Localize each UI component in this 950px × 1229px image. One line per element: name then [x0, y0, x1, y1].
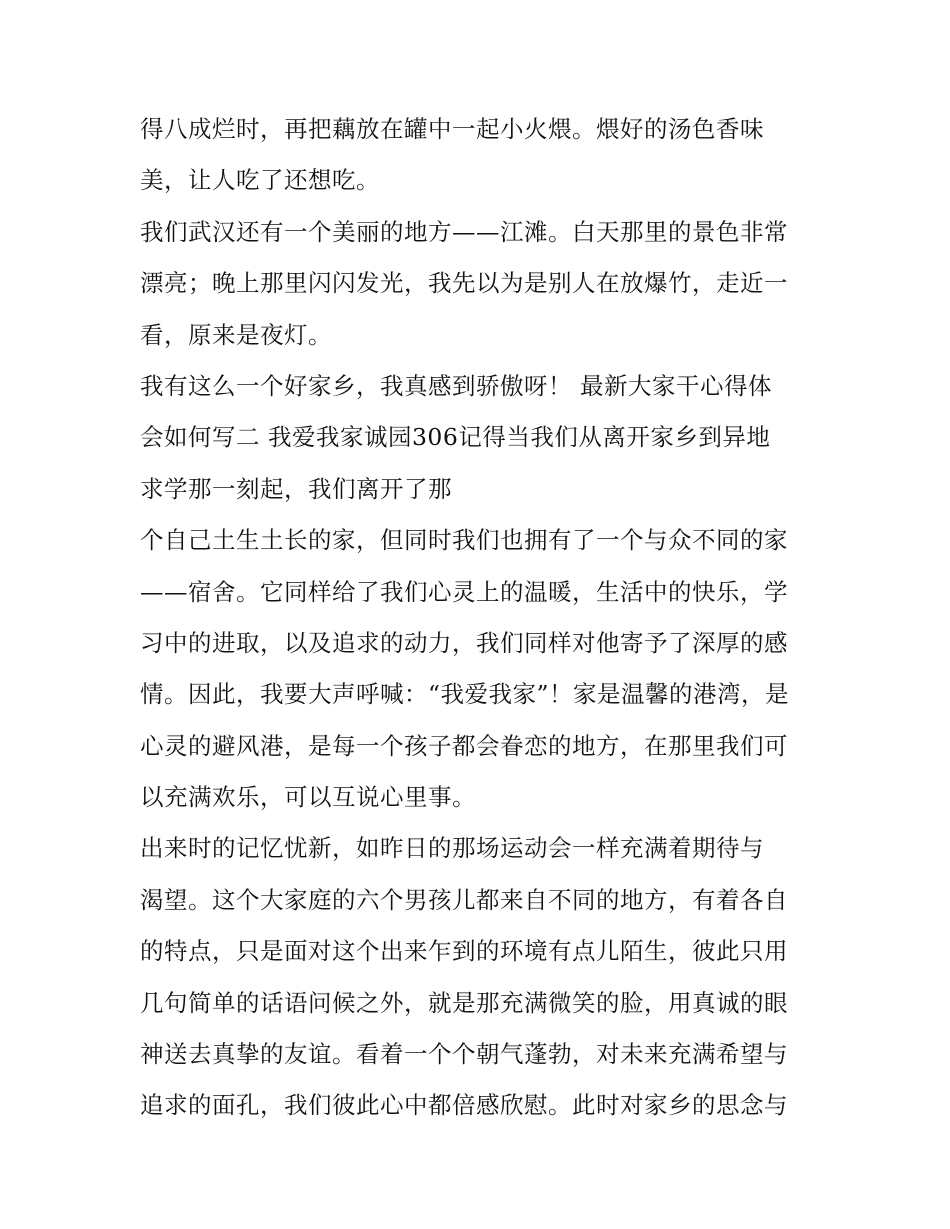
text-line: ——宿舍。它同样给了我们心灵上的温暖，生活中的快乐，学: [140, 577, 788, 606]
text-line: 出来时的记忆忧新，如昨日的那场运动会一样充满着期待与: [140, 834, 764, 863]
text-line: 个自己土生土长的家，但同时我们也拥有了一个与众不同的家: [140, 526, 788, 555]
text-line: 追求的面孔，我们彼此心中都倍感欣慰。此时对家乡的思念与: [140, 1091, 788, 1120]
text-line: 我们武汉还有一个美丽的地方——江滩。白天那里的景色非常: [140, 217, 788, 246]
text-line: 我有这么一个好家乡，我真感到骄傲呀！ 最新大家干心得体: [140, 371, 772, 400]
text-line: 以充满欢乐，可以互说心里事。: [140, 783, 476, 812]
text-line: 的特点，只是面对这个出来乍到的环境有点儿陌生，彼此只用: [140, 937, 788, 966]
text-line: 神送去真挚的友谊。看着一个个朝气蓬勃，对未来充满希望与: [140, 1040, 788, 1069]
text-line: 看，原来是夜灯。: [140, 320, 332, 349]
text-line: 心灵的避风港，是每一个孩子都会眷恋的地方，在那里我们可: [140, 731, 788, 760]
text-line: 求学那一刻起，我们离开了那: [140, 474, 452, 503]
text-line: 会如何写二 我爱我家诚园306记得当我们从离开家乡到异地: [140, 423, 771, 452]
text-line: 渴望。这个大家庭的六个男孩儿都来自不同的地方，有着各自: [140, 885, 788, 914]
text-line: 情。因此，我要大声呼喊：“我爱我家”！家是温馨的港湾，是: [140, 680, 790, 709]
text-line: 几句简单的话语问候之外，就是那充满微笑的脸，用真诚的眼: [140, 988, 788, 1017]
text-line: 习中的进取，以及追求的动力，我们同样对他寄予了深厚的感: [140, 628, 788, 657]
text-line: 得八成烂时，再把藕放在罐中一起小火煨。煨好的汤色香味: [140, 115, 764, 143]
text-line: 漂亮；晚上那里闪闪发光，我先以为是别人在放爆竹，走近一: [140, 269, 788, 298]
document-body: [140, 104, 812, 1132]
text-line: 美，让人吃了还想吃。: [140, 166, 380, 195]
